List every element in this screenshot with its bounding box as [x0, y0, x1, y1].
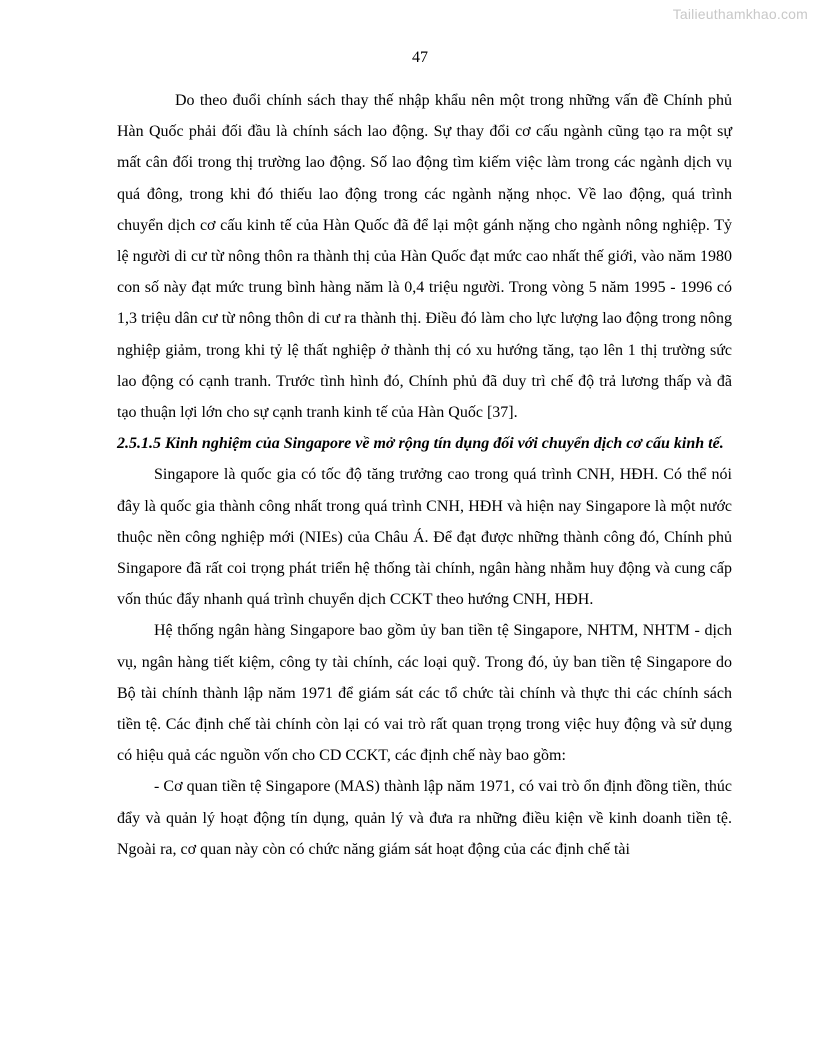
- paragraph-korea-labor: Do theo đuổi chính sách thay thế nhập khẩu nên một trong những vấn đề Chính phủ Hàn Quốc phải đối đầu là chính sách lao động. Sự thay đổi cơ cấu ngành cũng tạo ra một sự mất cân đối trong thị trường lao động. Số lao động tìm kiếm việc làm trong các ngành dịch vụ quá đông, trong khi đó thiếu lao động trong các ngành nặng nhọc. Về lao động, quá trình chuyển dịch cơ cấu kinh tế của Hàn Quốc đã để lại một gánh nặng cho ngành nông nghiệp. Tỷ lệ người di cư từ nông thôn ra thành thị của Hàn Quốc đạt mức cao nhất thế giới, vào năm 1980 con số này đạt mức trung bình hàng năm là 0,4 triệu người. Trong vòng 5 năm 1995 - 1996 có 1,3 triệu dân cư từ nông thôn di cư ra thành thị. Điều đó làm cho lực lượng lao động trong nông nghiệp giảm, trong khi tỷ lệ thất nghiệp ở thành thị có xu hướng tăng, tạo lên 1 thị trường sức lao động có cạnh tranh. Trước tình hình đó, Chính phủ đã duy trì chế độ trả lương thấp và đã tạo thuận lợi lớn cho sự cạnh tranh kinh tế của Hàn Quốc [37].: [117, 92, 732, 422]
- paragraph-singapore-banking-system: Hệ thống ngân hàng Singapore bao gồm ủy ban tiền tệ Singapore, NHTM, NHTM - dịch vụ, ngân hàng tiết kiệm, công ty tài chính, các loại quỹ. Trong đó, ủy ban tiền tệ Singapore do Bộ tài chính thành lập năm 1971 để giám sát các tổ chức tài chính và thực thi các chính sách tiền tệ. Các định chế tài chính còn lại có vai trò rất quan trọng trong việc huy động và sử dụng có hiệu quả các nguồn vốn cho CD CCKT, các định chế này bao gồm:: [117, 622, 732, 765]
- section-heading-singapore: 2.5.1.5 Kinh nghiệm của Singapore về mở rộng tín dụng đối với chuyển dịch cơ cấu kinh tế.: [117, 435, 724, 453]
- watermark-text: Tailieuthamkhao.com: [672, 6, 808, 22]
- document-body: [117, 85, 732, 865]
- paragraph-mas: - Cơ quan tiền tệ Singapore (MAS) thành lập năm 1971, có vai trò ổn định đồng tiền, thúc đẩy và quản lý hoạt động tín dụng, quản lý và đưa ra những điều kiện về kinh doanh tiền tệ. Ngoài ra, cơ quan này còn có chức năng giám sát hoạt động của các định chế tài: [117, 778, 732, 858]
- page-number: 47: [412, 49, 428, 66]
- paragraph-singapore-growth: Singapore là quốc gia có tốc độ tăng trưởng cao trong quá trình CNH, HĐH. Có thể nói đây là quốc gia thành công nhất trong quá trình CNH, HĐH và hiện nay Singapore là một nước thuộc nền công nghiệp mới (NIEs) của Châu Á. Để đạt được những thành công đó, Chính phủ Singapore đã rất coi trọng phát triển hệ thống tài chính, ngân hàng nhằm huy động và cung cấp vốn thúc đẩy nhanh quá trình chuyển dịch CCKT theo hướng CNH, HĐH.: [117, 466, 732, 609]
